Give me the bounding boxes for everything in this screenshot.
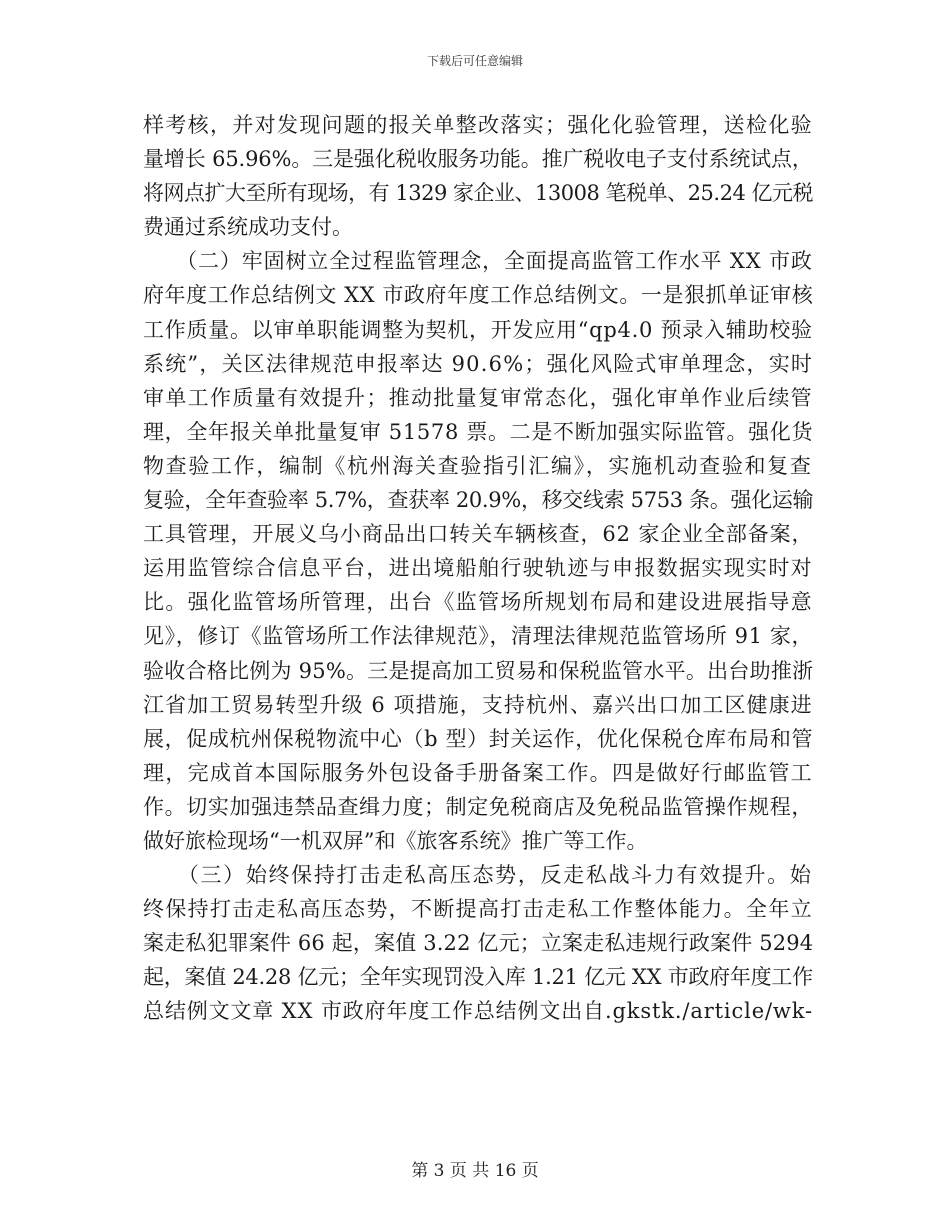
document-body bbox=[143, 108, 813, 1029]
text-line: 作。切实加强违禁品查缉力度；制定免税商店及免税品监管操作规程， bbox=[143, 794, 813, 819]
text-line: 起，案值 24.28 亿元；全年实现罚没入库 1.21 亿元 XX 市政府年度工作 bbox=[143, 965, 813, 990]
page-number: 第 3 页 共 16 页 bbox=[411, 1161, 539, 1181]
text-line: 量增长 65.96%。三是强化税收服务功能。推广税收电子支付系统试点， bbox=[143, 147, 813, 172]
text-line: 复验，全年查验率 5.7%，查获率 20.9%，移交线索 5753 条。强化运输 bbox=[143, 488, 813, 513]
text-line: 审单工作质量有效提升；推动批量复审常态化，强化审单作业后续管 bbox=[143, 385, 813, 410]
text-line: 费通过系统成功支付。 bbox=[143, 215, 353, 240]
text-line: 江省加工贸易转型升级 6 项措施，支持杭州、嘉兴出口加工区健康进 bbox=[143, 692, 813, 717]
header-note: 下载后可任意编辑 bbox=[426, 54, 523, 68]
text-line: 将网点扩大至所有现场，有 1329 家企业、13008 笔税单、25.24 亿元税 bbox=[143, 181, 813, 206]
text-line: 物查验工作，编制《杭州海关查验指引汇编》，实施机动查验和复查 bbox=[143, 453, 813, 478]
text-line: （三）始终保持打击走私高压态势，反走私战斗力有效提升。始 bbox=[143, 863, 813, 888]
text-line: （二）牢固树立全过程监管理念，全面提高监管工作水平 XX 市政 bbox=[143, 249, 813, 274]
text-line: 系统”，关区法律规范申报率达 90.6%；强化风险式审单理念，实时 bbox=[143, 351, 813, 376]
text-line: 理，全年报关单批量复审 51578 票。二是不断加强实际监管。强化货 bbox=[143, 419, 813, 444]
text-line: 总结例文文章 XX 市政府年度工作总结例文出自.gkstk./article/wk- bbox=[143, 999, 813, 1024]
text-line: 终保持打击走私高压态势，不断提高打击走私工作整体能力。全年立 bbox=[143, 897, 813, 922]
text-line: 工具管理，开展义乌小商品出口转关车辆核查，62 家企业全部备案， bbox=[143, 522, 813, 547]
text-line: 做好旅检现场“一机双屏”和《旅客系统》推广等工作。 bbox=[143, 828, 648, 853]
text-line: 验收合格比例为 95%。三是提高加工贸易和保税监管水平。出台助推浙 bbox=[143, 658, 813, 683]
text-line: 样考核，并对发现问题的报关单整改落实；强化化验管理，送检化验 bbox=[143, 113, 813, 137]
text-line: 府年度工作总结例文 XX 市政府年度工作总结例文。一是狠抓单证审核 bbox=[143, 283, 813, 308]
text-line: 案走私犯罪案件 66 起，案值 3.22 亿元；立案走私违规行政案件 5294 bbox=[143, 931, 813, 956]
text-line: 展，促成杭州保税物流中心（b 型）封关运作，优化保税仓库布局和管 bbox=[143, 726, 813, 751]
text-line: 见》，修订《监管场所工作法律规范》，清理法律规范监管场所 91 家， bbox=[143, 624, 813, 649]
text-line: 理，完成首本国际服务外包设备手册备案工作。四是做好行邮监管工 bbox=[143, 760, 813, 785]
text-line: 比。强化监管场所管理，出台《监管场所规划布局和建设进展指导意 bbox=[143, 590, 813, 615]
text-line: 运用监管综合信息平台，进出境船舶行驶轨迹与申报数据实现实时对 bbox=[143, 556, 813, 581]
text-line: 工作质量。以审单职能调整为契机，开发应用“qp4.0 预录入辅助校验 bbox=[143, 317, 813, 342]
